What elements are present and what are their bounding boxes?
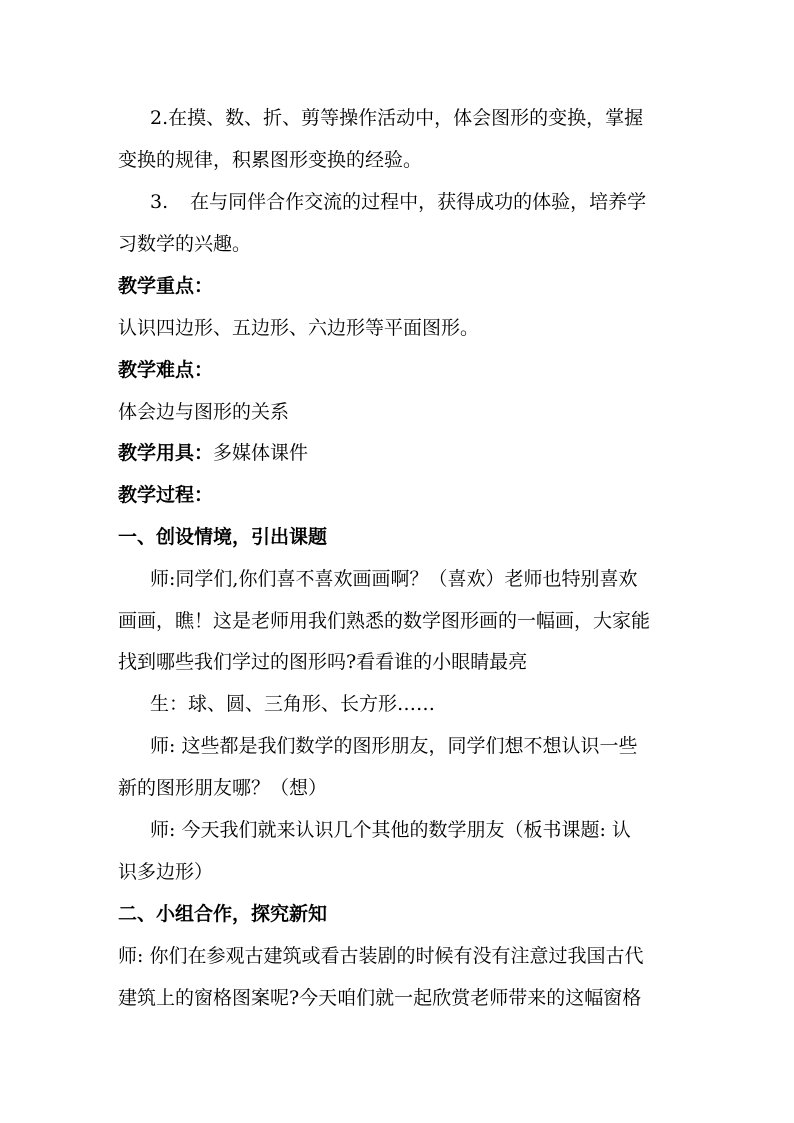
teacher-line-6: 师: 今天我们就来认识几个其他的数学朋友（板书课题: 认 [150, 819, 631, 841]
objective-3-text: 在与同伴合作交流的过程中，获得成功的体验，培养学 [190, 191, 647, 213]
student-line: 生：球、圆、三角形、长方形…… [150, 693, 436, 715]
objective-2-line-1: 2.在摸、数、折、剪等操作活动中，体会图形的变换，掌握 [150, 107, 644, 129]
key-points-heading: 教学重点： [118, 275, 214, 297]
section-1-heading: 一、创设情境，引出课题 [118, 526, 328, 548]
objective-3-line-2: 习数学的兴趣。 [118, 233, 252, 255]
key-points-text: 认识四边形、五边形、六边形等平面图形。 [118, 317, 480, 339]
objective-2-line-2: 变换的规律，积累图形变换的经验。 [118, 149, 423, 171]
teacher-line-8: 师: 你们在参观古建筑或看古装剧的时候有没有注意过我国古代 [118, 945, 644, 967]
teacher-line-2: 画画，瞧！这是老师用我们熟悉的数学图形画的一幅画，大家能 [118, 610, 651, 632]
difficulties-heading: 教学难点： [118, 359, 214, 381]
teaching-tools-heading: 教学用具： [118, 442, 214, 464]
teaching-tools-line [118, 441, 678, 465]
teacher-line-7: 识多边形） [118, 861, 214, 883]
teaching-tools-text: 多媒体课件 [213, 442, 309, 464]
objective-3-number: 3. [150, 191, 169, 213]
teacher-line-9: 建筑上的窗格图案呢?今天咱们就一起欣赏老师带来的这幅窗格 [118, 987, 642, 1009]
teacher-line-1: 师:同学们,你们喜不喜欢画画啊？（喜欢）老师也特别喜欢 [150, 568, 638, 590]
section-2-heading: 二、小组合作，探究新知 [118, 903, 328, 925]
process-heading: 教学过程： [118, 484, 214, 506]
difficulties-text: 体会边与图形的关系 [118, 401, 290, 423]
teacher-line-4: 师: 这些都是我们数学的图形朋友，同学们想不想认识一些 [150, 735, 638, 757]
teacher-line-5: 新的图形朋友哪？（想） [118, 777, 328, 799]
objective-3-line-1 [150, 190, 710, 214]
teacher-line-3: 找到哪些我们学过的图形吗?看看谁的小眼睛最亮 [118, 651, 528, 673]
